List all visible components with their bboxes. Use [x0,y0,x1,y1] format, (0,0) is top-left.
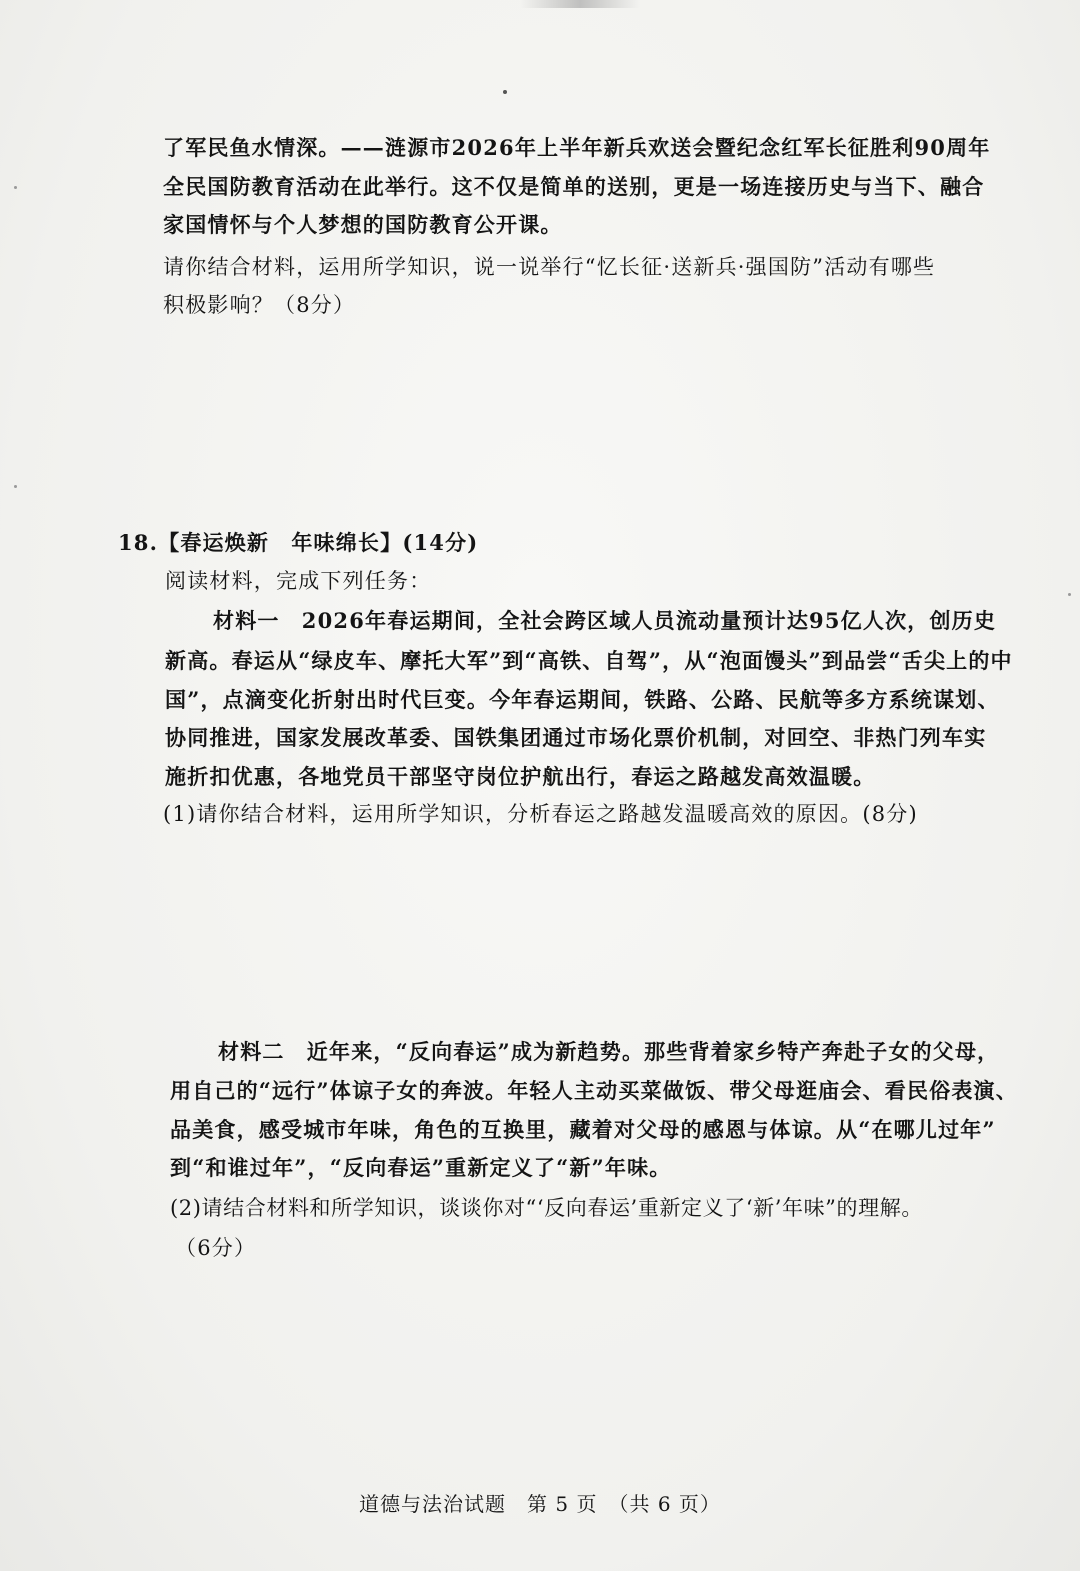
q18-material2-line: 用自己的“远行”体谅子女的奔波。年轻人主动买菜做饭、带父母逛庙会、看民俗表演、 [170,1078,1018,1103]
scan-smudge [520,0,640,8]
q18-heading: 18.【春运焕新 年味绵长】(14分) [118,530,479,555]
q18-material2-line: 到“和谁过年”，“反向春运”重新定义了“新”年味。 [170,1155,672,1180]
scan-dot [1068,593,1071,596]
scan-dot [503,90,507,94]
q18-material1-line: 施折扣优惠，各地党员干部坚守岗位护航出行，春运之路越发高效温暖。 [165,764,876,789]
q17-question-line: 请你结合材料，运用所学知识，说一说举行“忆长征·送新兵·强国防”活动有哪些 [163,255,936,279]
scan-dot [14,485,17,488]
q18-instruction: 阅读材料，完成下列任务： [165,569,432,593]
q17-material-line: 全民国防教育活动在此举行。这不仅是简单的送别，更是一场连接历史与当下、融合 [163,174,985,199]
q18-task2-line: （6分） [175,1236,257,1260]
q18-task2-line: (2)请结合材料和所学知识，谈谈你对“‘反向春运’重新定义了‘新’年味”的理解。 [170,1196,923,1220]
q18-material1-line: 国”，点滴变化折射出时代巨变。今年春运期间，铁路、公路、民航等多方系统谋划、 [165,687,1000,712]
q17-material-line: 了军民鱼水情深。——涟源市2026年上半年新兵欢送会暨纪念红军长征胜利90周年 [163,135,991,160]
q18-material2-line: 材料二 近年来，“反向春运”成为新趋势。那些背着家乡特产奔赴子女的父母， [218,1039,1000,1064]
q18-material1-line: 新高。春运从“绿皮车、摩托大军”到“高铁、自驾”，从“泡面馒头”到品尝“舌尖上的中 [165,648,1013,673]
q18-material1-line: 协同推进，国家发展改革委、国铁集团通过市场化票价机制，对回空、非热门列车实 [165,725,987,750]
q17-question-line: 积极影响？（8分） [163,293,356,317]
q17-material-line: 家国情怀与个人梦想的国防教育公开课。 [163,212,563,237]
q18-material1-line: 材料一 2026年春运期间，全社会跨区域人员流动量预计达95亿人次，创历史 [213,608,997,633]
q18-task1: (1)请你结合材料，运用所学知识，分析春运之路越发温暖高效的原因。(8分) [163,802,918,826]
q18-material2-line: 品美食，感受城市年味，角色的互换里，藏着对父母的感恩与体谅。从“在哪儿过年” [170,1117,996,1142]
page-footer: 道德与法治试题 第 5 页 （共 6 页） [359,1492,721,1516]
scan-dot [14,186,17,189]
